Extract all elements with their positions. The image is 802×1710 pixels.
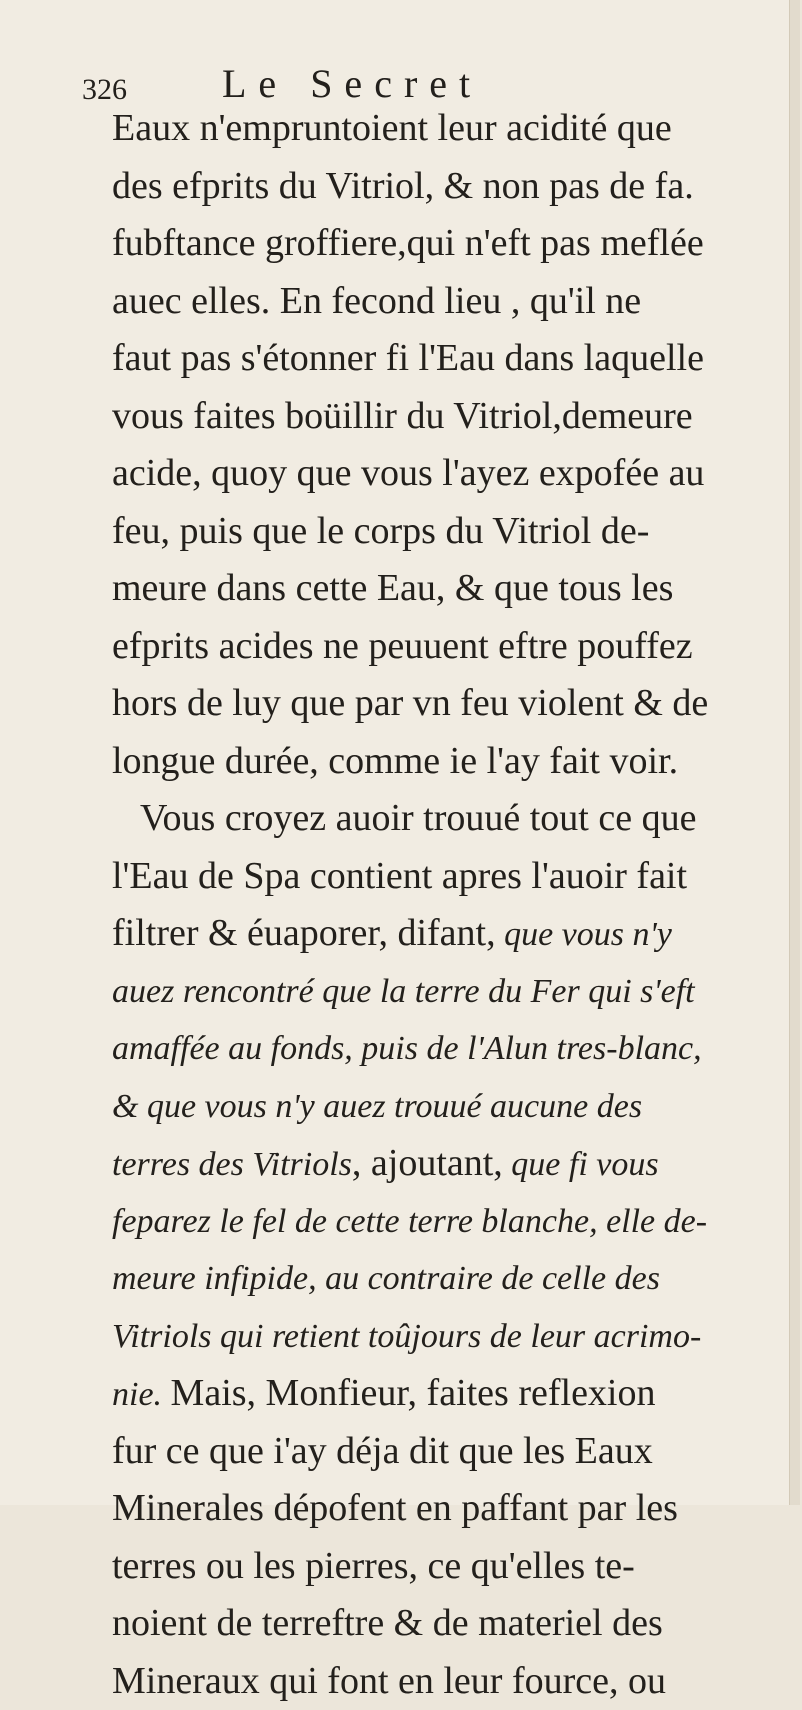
text-line: terres ou les pierres, ce qu'elles te- [112,1538,802,1596]
roman-text: filtrer & éuaporer, difant, [112,912,496,954]
text-line: feu, puis que le corps du Vitriol de- [112,503,802,561]
mixed-text-line [112,905,802,963]
text-line: acide, quoy que vous l'ayez expofée au [112,445,802,503]
text-line: noient de terreftre & de materiel des [112,1595,802,1653]
italic-quote-text: que fi vous [511,1146,658,1183]
mixed-text-line [112,1365,802,1423]
running-head: Le Secret [222,62,482,106]
text-line: faut pas s'étonner fi l'Eau dans laquelle [112,330,802,388]
text-line: vous faites boüillir du Vitriol,demeure [112,388,802,446]
roman-text: Mais, Monfieur, faites reflexion [171,1372,656,1414]
text-line: Mineraux qui font en leur fource, ou [112,1653,802,1710]
text-line: des efprits du Vitriol, & non pas de fa. [112,158,802,216]
italic-quote-text: nie. [112,1376,162,1413]
text-line: fur ce que i'ay déja dit que les Eaux [112,1423,802,1481]
body-text [112,100,802,1710]
italic-text-line: amaffée au fonds, puis de l'Alun tres-blanc, [112,1020,802,1078]
roman-text: , ajoutant, [352,1142,503,1184]
italic-text-line: feparez le fel de cette terre blanche, elle de- [112,1193,802,1251]
italic-text-line: meure infipide, au contraire de celle des [112,1250,802,1308]
paragraph-start-line: Vous croyez auoir trouué tout ce que [112,790,802,848]
italic-quote-text: que vous n'y [504,916,672,953]
text-line: efprits acides ne peuuent eftre pouffez [112,618,802,676]
italic-text-line: Vitriols qui retient toûjours de leur acrimo- [112,1308,802,1366]
text-line: l'Eau de Spa contient apres l'auoir fait [112,848,802,906]
page-number: 326 [82,70,127,110]
text-line: Minerales dépofent en paffant par les [112,1480,802,1538]
italic-text-line: & que vous n'y auez trouué aucune des [112,1078,802,1136]
text-line: auec elles. En fecond lieu , qu'il ne [112,273,802,331]
text-line: longue durée, comme ie l'ay fait voir. [112,733,802,791]
mixed-text-line [112,1135,802,1193]
italic-quote-text: terres des Vitriols [112,1146,352,1183]
text-line: meure dans cette Eau, & que tous les [112,560,802,618]
text-line: hors de luy que par vn feu violent & de [112,675,802,733]
italic-text-line: auez rencontré que la terre du Fer qui s'eft [112,963,802,1021]
text-line: fubftance groffiere,qui n'eft pas meflée [112,215,802,273]
text-line: Eaux n'empruntoient leur acidité que [112,100,802,158]
